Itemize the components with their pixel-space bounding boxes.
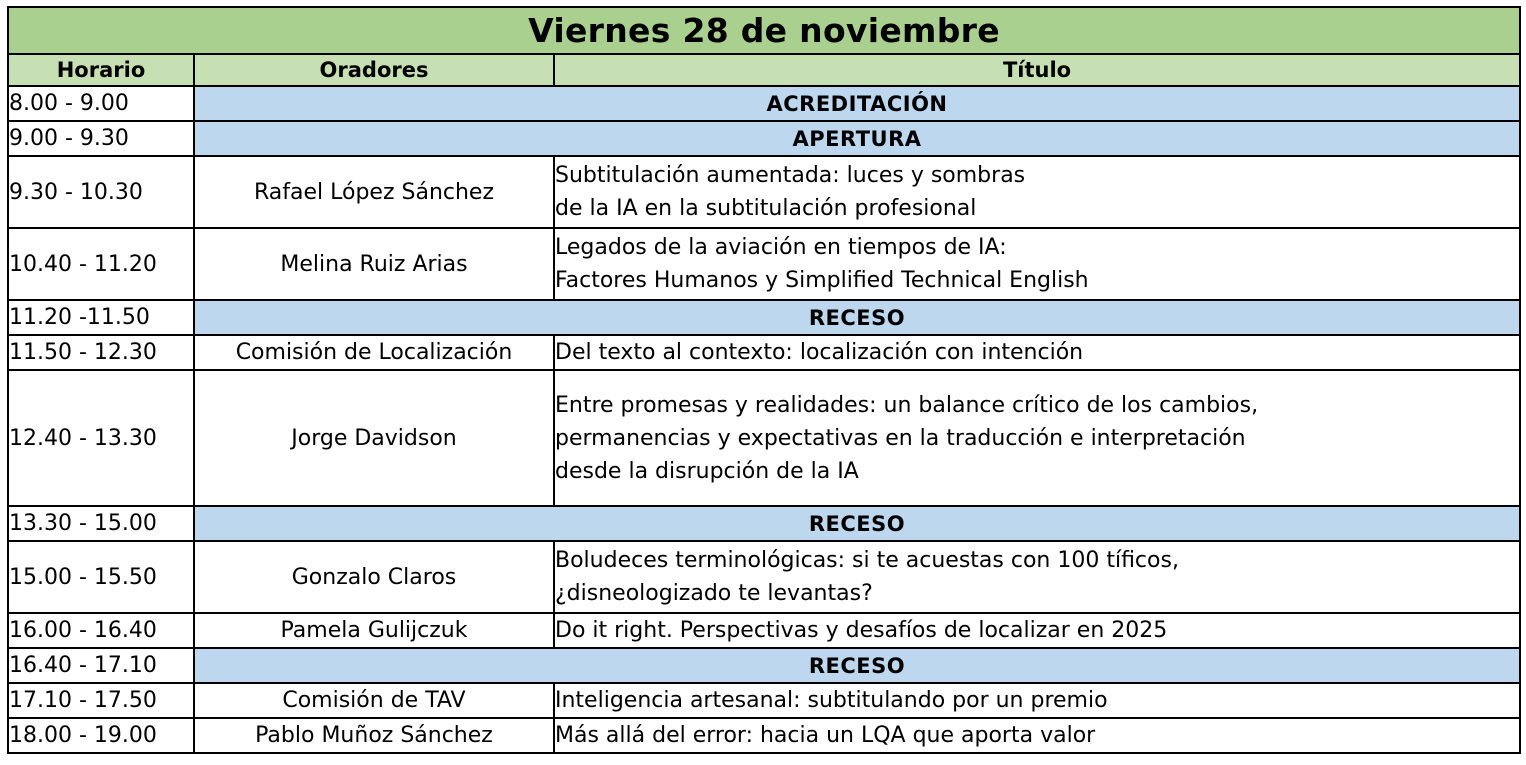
row-talk-title [554,156,1520,228]
row-band: RECESO [194,506,1520,541]
row-time: 9.30 - 10.30 [8,156,194,228]
schedule-row [8,683,1520,718]
row-speaker: Pamela Gulijczuk [194,613,554,648]
row-speaker: Comisión de Localización [194,335,554,370]
talk-title-line: Más allá del error: hacia un LQA que aporta valor [555,723,1096,748]
row-time: 11.20 -11.50 [8,300,194,335]
header-title: Título [554,54,1520,86]
schedule-row [8,718,1520,753]
talk-title-line: Del texto al contexto: localización con intención [555,340,1084,365]
header-speakers: Oradores [194,54,554,86]
row-talk-title [554,370,1520,506]
schedule-row [8,541,1520,613]
header-row [8,54,1520,86]
row-speaker: Pablo Muñoz Sánchez [194,718,554,753]
talk-title-line: desde la disrupción de la IA [555,458,859,484]
schedule-row [8,300,1520,335]
row-time: 13.30 - 15.00 [8,506,194,541]
schedule-row [8,613,1520,648]
schedule-row [8,648,1520,683]
talk-title-line: de la IA en la subtitulación profesional [555,196,977,221]
header-time: Horario [8,54,194,86]
row-speaker: Rafael López Sánchez [194,156,554,228]
talk-title-line: Inteligencia artesanal: subtitulando por un premio [555,688,1108,713]
row-time: 16.40 - 17.10 [8,648,194,683]
talk-title-line: permanencias y expectativas en la traducción e interpretación [555,425,1246,451]
row-band: RECESO [194,648,1520,683]
schedule-row [8,228,1520,300]
talk-title-line: Factores Humanos y Simplified Technical English [555,268,1089,293]
row-time: 16.00 - 16.40 [8,613,194,648]
row-speaker: Melina Ruiz Arias [194,228,554,300]
schedule-row [8,86,1520,121]
row-time: 8.00 - 9.00 [8,86,194,121]
schedule-row [8,121,1520,156]
row-time: 10.40 - 11.20 [8,228,194,300]
row-time: 11.50 - 12.30 [8,335,194,370]
row-time: 9.00 - 9.30 [8,121,194,156]
row-time: 15.00 - 15.50 [8,541,194,613]
row-talk-title [554,683,1520,718]
row-talk-title [554,718,1520,753]
row-time: 17.10 - 17.50 [8,683,194,718]
title-row [8,7,1520,54]
talk-title-line: Subtitulación aumentada: luces y sombras [555,163,1026,188]
row-time: 18.00 - 19.00 [8,718,194,753]
row-talk-title [554,541,1520,613]
row-band: ACREDITACIÓN [194,86,1520,121]
row-band: RECESO [194,300,1520,335]
schedule-row [8,506,1520,541]
row-band: APERTURA [194,121,1520,156]
row-time: 12.40 - 13.30 [8,370,194,506]
schedule-row [8,335,1520,370]
schedule-table [7,6,1521,754]
row-speaker: Comisión de TAV [194,683,554,718]
row-talk-title [554,335,1520,370]
schedule-row [8,156,1520,228]
talk-title-line: Do it right. Perspectivas y desafíos de localizar en 2025 [555,618,1168,643]
talk-title-line: Entre promesas y realidades: un balance crítico de los cambios, [555,392,1259,418]
talk-title-line: Legados de la aviación en tiempos de IA: [555,235,1007,260]
day-title: Viernes 28 de noviembre [8,7,1520,54]
schedule-row [8,370,1520,506]
row-talk-title [554,613,1520,648]
row-talk-title [554,228,1520,300]
talk-title-line: Boludeces terminológicas: si te acuestas con 100 tíficos, [555,548,1179,573]
row-speaker: Gonzalo Claros [194,541,554,613]
talk-title-line: ¿disneologizado te levantas? [555,581,873,606]
row-speaker: Jorge Davidson [194,370,554,506]
